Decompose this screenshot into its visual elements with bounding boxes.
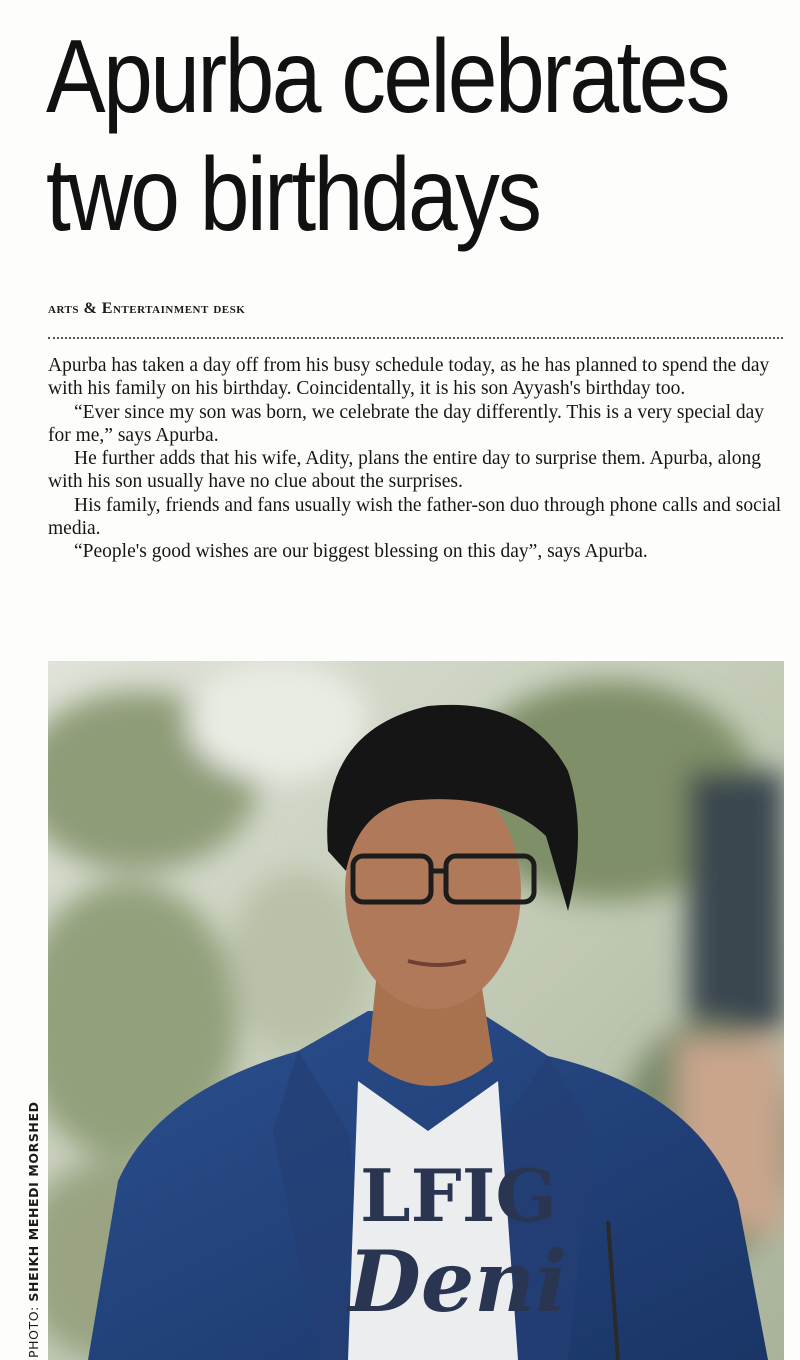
portrait-illustration [48, 661, 784, 1360]
photo-credit-name: SHEIKH MEHEDI MORSHED [26, 1101, 41, 1302]
paragraph-4: His family, friends and fans usually wish the father-son duo through phone calls and social media. [48, 494, 782, 540]
byline-desk: arts & Entertainment desk [48, 300, 246, 317]
photo-credit [26, 1101, 41, 1358]
paragraph-2: “Ever since my son was born, we celebrate the day differently. This is a very special day for me,” says Apurba. [48, 401, 765, 446]
photo-credit-prefix: PHOTO: [26, 1301, 41, 1358]
paragraph-3: He further adds that his wife, Adity, plans the entire day to surprise them. Apurba, along with his son usually have no clue about the surprises. [48, 448, 762, 493]
shirt-print-line-2: Deni [348, 1232, 568, 1331]
headline [46, 18, 729, 254]
headline-line-2: two birthdays [46, 137, 540, 253]
portrait-photo [48, 661, 784, 1360]
article-body [48, 354, 784, 564]
headline-line-1: Apurba celebrates [46, 19, 729, 135]
paragraph-5: “People's good wishes are our biggest blessing on this day”, says Apurba. [74, 541, 648, 563]
shirt-print-line-1: LFIG [360, 1153, 557, 1238]
dotted-divider [48, 337, 783, 339]
paragraph-1: Apurba has taken a day off from his busy schedule today, as he has planned to spend the day with his family on his birthday. Coincidentally, it is his son Ayyash's birthday too. [48, 355, 770, 400]
